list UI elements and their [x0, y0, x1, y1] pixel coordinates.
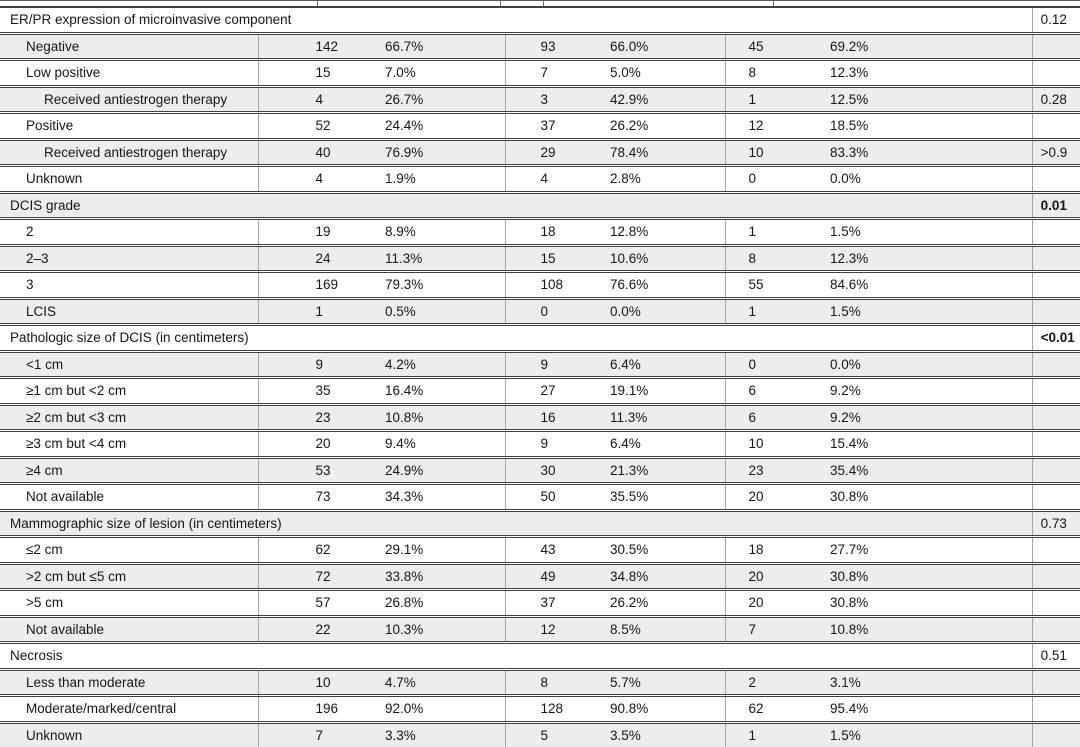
count-cell: 4: [258, 86, 375, 113]
percent-cell: 2.8%: [610, 171, 641, 187]
section-row: [0, 8, 1080, 33]
percent-cell: 24.4%: [385, 118, 424, 134]
percent-cell: 3.1%: [830, 674, 861, 690]
percent-cell: 0.5%: [385, 303, 416, 319]
pvalue-cell: [1032, 298, 1080, 325]
count-cell: 1: [725, 86, 820, 113]
percent-cell: 12.3%: [830, 250, 869, 266]
count-cell: 93: [505, 33, 600, 60]
percent-cell: 79.3%: [385, 277, 424, 293]
count-cell: 49: [505, 563, 600, 590]
section-label-cell: Mammographic size of lesion (in centimeters): [10, 515, 282, 531]
percent-cell: 10.8%: [830, 621, 869, 637]
pvalue-cell: [1032, 272, 1080, 299]
count-cell: 20: [258, 431, 375, 458]
row-label-cell: ≥1 cm but <2 cm: [26, 383, 127, 399]
pvalue-cell: [1032, 113, 1080, 140]
percent-cell: 11.3%: [610, 409, 648, 425]
count-cell: 57: [258, 590, 375, 617]
count-cell: 10: [725, 139, 820, 166]
percent-cell: 9.2%: [830, 409, 861, 425]
row-label-cell: Unknown: [26, 171, 83, 187]
pvalue-cell: [1032, 431, 1080, 458]
table-row: [0, 351, 1080, 378]
table-row: [0, 60, 1080, 87]
percent-cell: 5.7%: [610, 674, 641, 690]
percent-cell: 24.9%: [385, 462, 424, 478]
count-cell: 1: [725, 219, 820, 246]
count-cell: 0: [725, 351, 820, 378]
count-cell: 19: [258, 219, 375, 246]
count-cell: 22: [258, 616, 375, 643]
row-label-cell: Received antiestrogen therapy: [44, 144, 228, 160]
table-row: [0, 139, 1080, 166]
section-row: [0, 192, 1080, 219]
row-label-cell: Not available: [26, 621, 105, 637]
count-cell: 45: [725, 33, 820, 60]
pvalue-cell: [1032, 696, 1080, 723]
pvalue-cell: [1032, 457, 1080, 484]
pvalue-cell: [1032, 669, 1080, 696]
section-label-cell: Pathologic size of DCIS (in centimeters): [10, 330, 249, 346]
pvalue-cell: 0.73: [1032, 510, 1080, 537]
row-label-cell: >2 cm but ≤5 cm: [26, 568, 127, 584]
pvalue-cell: [1032, 60, 1080, 87]
pvalue-cell: [1032, 33, 1080, 60]
percent-cell: 95.4%: [830, 701, 869, 717]
count-cell: 7: [725, 616, 820, 643]
table-row: [0, 431, 1080, 458]
percent-cell: 34.3%: [385, 489, 424, 505]
percent-cell: 3.3%: [385, 727, 416, 743]
count-cell: 128: [505, 696, 600, 723]
pvalue-cell: [1032, 484, 1080, 511]
count-cell: 8: [505, 669, 600, 696]
column-divider-tick: [773, 1, 774, 6]
percent-cell: 4.7%: [385, 674, 416, 690]
count-cell: 18: [505, 219, 600, 246]
percent-cell: 9.2%: [830, 383, 861, 399]
percent-cell: 5.0%: [610, 65, 641, 81]
count-cell: 10: [725, 431, 820, 458]
count-cell: 40: [258, 139, 375, 166]
row-label-cell: LCIS: [26, 303, 57, 319]
percent-cell: 8.9%: [385, 224, 416, 240]
table-row: [0, 166, 1080, 193]
percent-cell: 66.7%: [385, 38, 424, 54]
row-label-cell: Not available: [26, 489, 105, 505]
percent-cell: 30.5%: [610, 542, 649, 558]
pvalue-cell: [1032, 404, 1080, 431]
percent-cell: 21.3%: [610, 462, 649, 478]
count-cell: 142: [258, 33, 375, 60]
row-label-cell: <1 cm: [26, 356, 64, 372]
percent-cell: 8.5%: [610, 621, 641, 637]
count-cell: 196: [258, 696, 375, 723]
count-cell: 20: [725, 590, 820, 617]
count-cell: 0: [725, 166, 820, 193]
percent-cell: 35.5%: [610, 489, 649, 505]
row-label-cell: Moderate/marked/central: [26, 701, 177, 717]
count-cell: 27: [505, 378, 600, 405]
percent-cell: 6.4%: [610, 356, 641, 372]
count-cell: 8: [725, 60, 820, 87]
count-cell: 43: [505, 537, 600, 564]
percent-cell: 18.5%: [830, 118, 869, 134]
percent-cell: 1.5%: [830, 224, 861, 240]
row-label-cell: ≤2 cm: [26, 542, 63, 558]
count-cell: 169: [258, 272, 375, 299]
table-row: [0, 563, 1080, 590]
count-cell: 8: [725, 245, 820, 272]
table-row: [0, 616, 1080, 643]
count-cell: 30: [505, 457, 600, 484]
pvalue-cell: >0.9: [1032, 139, 1080, 166]
table-row: [0, 33, 1080, 60]
table-row: [0, 219, 1080, 246]
count-cell: 4: [258, 166, 375, 193]
row-label-cell: ≥2 cm but <3 cm: [26, 409, 127, 425]
percent-cell: 27.7%: [830, 542, 869, 558]
pvalue-cell: [1032, 378, 1080, 405]
percent-cell: 66.0%: [610, 38, 649, 54]
section-label-cell: ER/PR expression of microinvasive component: [10, 12, 292, 28]
table-row: [0, 696, 1080, 723]
percent-cell: 9.4%: [385, 436, 416, 452]
percent-cell: 30.8%: [830, 595, 869, 611]
count-cell: 62: [258, 537, 375, 564]
percent-cell: 84.6%: [830, 277, 869, 293]
table-body: [0, 8, 1080, 747]
percent-cell: 29.1%: [385, 542, 424, 558]
count-cell: 23: [258, 404, 375, 431]
percent-cell: 92.0%: [385, 701, 424, 717]
pvalue-cell: [1032, 563, 1080, 590]
percent-cell: 33.8%: [385, 568, 424, 584]
percent-cell: 76.6%: [610, 277, 649, 293]
count-cell: 6: [725, 404, 820, 431]
percent-cell: 10.6%: [610, 250, 649, 266]
row-label-cell: Unknown: [26, 727, 83, 743]
section-row: [0, 510, 1080, 537]
count-cell: 108: [505, 272, 600, 299]
percent-cell: 0.0%: [610, 303, 641, 319]
pvalue-cell: 0.51: [1032, 643, 1080, 670]
pvalue-cell: 0.28: [1032, 86, 1080, 113]
section-row: [0, 325, 1080, 352]
percent-cell: 1.9%: [385, 171, 416, 187]
percent-cell: 76.9%: [385, 144, 424, 160]
count-cell: 73: [258, 484, 375, 511]
percent-cell: 10.3%: [385, 621, 424, 637]
column-divider-tick: [543, 1, 544, 6]
count-cell: 20: [725, 484, 820, 511]
row-label-cell: Received antiestrogen therapy: [44, 91, 228, 107]
table-row: [0, 669, 1080, 696]
percent-cell: 35.4%: [830, 462, 869, 478]
table-row: [0, 404, 1080, 431]
pvalue-cell: [1032, 590, 1080, 617]
pvalue-cell: 0.01: [1032, 192, 1080, 219]
percent-cell: 34.8%: [610, 568, 649, 584]
row-label-cell: Negative: [26, 38, 80, 54]
table-row: [0, 484, 1080, 511]
percent-cell: 1.5%: [830, 727, 861, 743]
count-cell: 9: [258, 351, 375, 378]
section-label-cell: DCIS grade: [10, 197, 81, 213]
table-row: [0, 457, 1080, 484]
count-cell: 1: [258, 298, 375, 325]
pvalue-cell: [1032, 245, 1080, 272]
percent-cell: 6.4%: [610, 436, 641, 452]
table-row: [0, 722, 1080, 747]
percent-cell: 4.2%: [385, 356, 416, 372]
percent-cell: 10.8%: [385, 409, 424, 425]
percent-cell: 12.3%: [830, 65, 869, 81]
table-row: [0, 272, 1080, 299]
count-cell: 20: [725, 563, 820, 590]
percent-cell: 26.2%: [610, 118, 649, 134]
pvalue-cell: 0.12: [1032, 8, 1080, 33]
pvalue-cell: [1032, 616, 1080, 643]
table-row: [0, 86, 1080, 113]
count-cell: 6: [725, 378, 820, 405]
count-cell: 50: [505, 484, 600, 511]
pvalue-cell: [1032, 537, 1080, 564]
percent-cell: 12.8%: [610, 224, 649, 240]
count-cell: 7: [258, 722, 375, 747]
count-cell: 55: [725, 272, 820, 299]
row-label-cell: 2–3: [26, 250, 49, 266]
count-cell: 4: [505, 166, 600, 193]
column-divider-tick: [317, 1, 318, 6]
count-cell: 12: [505, 616, 600, 643]
table-row: [0, 378, 1080, 405]
row-label-cell: 3: [26, 277, 34, 293]
pvalue-cell: [1032, 351, 1080, 378]
row-label-cell: >5 cm: [26, 595, 64, 611]
percent-cell: 78.4%: [610, 144, 649, 160]
percent-cell: 83.3%: [830, 144, 869, 160]
table-row: [0, 590, 1080, 617]
count-cell: 0: [505, 298, 600, 325]
percent-cell: 15.4%: [830, 436, 869, 452]
count-cell: 15: [258, 60, 375, 87]
column-divider-tick: [500, 1, 501, 6]
pvalue-cell: [1032, 219, 1080, 246]
percent-cell: 26.8%: [385, 595, 424, 611]
table-row: [0, 298, 1080, 325]
count-cell: 12: [725, 113, 820, 140]
count-cell: 15: [505, 245, 600, 272]
table-row: [0, 245, 1080, 272]
table-row: [0, 537, 1080, 564]
count-cell: 16: [505, 404, 600, 431]
count-cell: 10: [258, 669, 375, 696]
count-cell: 72: [258, 563, 375, 590]
count-cell: 62: [725, 696, 820, 723]
percent-cell: 69.2%: [830, 38, 869, 54]
table-top-edge-strip: [0, 0, 1080, 8]
count-cell: 1: [725, 298, 820, 325]
percent-cell: 0.0%: [830, 171, 861, 187]
percent-cell: 12.5%: [830, 91, 869, 107]
count-cell: 37: [505, 590, 600, 617]
percent-cell: 26.2%: [610, 595, 649, 611]
count-cell: 2: [725, 669, 820, 696]
percent-cell: 7.0%: [385, 65, 416, 81]
count-cell: 37: [505, 113, 600, 140]
row-label-cell: ≥4 cm: [26, 462, 63, 478]
count-cell: 1: [725, 722, 820, 747]
count-cell: 35: [258, 378, 375, 405]
percent-cell: 42.9%: [610, 91, 649, 107]
pvalue-cell: <0.01: [1032, 325, 1080, 352]
count-cell: 7: [505, 60, 600, 87]
row-label-cell: Low positive: [26, 65, 101, 81]
pvalue-cell: [1032, 166, 1080, 193]
percent-cell: 1.5%: [830, 303, 861, 319]
count-cell: 53: [258, 457, 375, 484]
clinicopathologic-table: [0, 8, 1080, 747]
row-label-cell: Less than moderate: [26, 674, 146, 690]
row-label-cell: ≥3 cm but <4 cm: [26, 436, 127, 452]
count-cell: 18: [725, 537, 820, 564]
percent-cell: 3.5%: [610, 727, 641, 743]
percent-cell: 90.8%: [610, 701, 649, 717]
count-cell: 9: [505, 431, 600, 458]
percent-cell: 30.8%: [830, 568, 869, 584]
percent-cell: 11.3%: [385, 250, 423, 266]
count-cell: 5: [505, 722, 600, 747]
percent-cell: 0.0%: [830, 356, 861, 372]
percent-cell: 26.7%: [385, 91, 424, 107]
count-cell: 24: [258, 245, 375, 272]
percent-cell: 19.1%: [610, 383, 649, 399]
row-label-cell: Positive: [26, 118, 74, 134]
count-cell: 52: [258, 113, 375, 140]
row-label-cell: 2: [26, 224, 34, 240]
section-row: [0, 643, 1080, 670]
percent-cell: 16.4%: [385, 383, 424, 399]
count-cell: 3: [505, 86, 600, 113]
section-label-cell: Necrosis: [10, 648, 63, 664]
count-cell: 9: [505, 351, 600, 378]
table-row: [0, 113, 1080, 140]
count-cell: 29: [505, 139, 600, 166]
pvalue-cell: [1032, 722, 1080, 747]
percent-cell: 30.8%: [830, 489, 869, 505]
count-cell: 23: [725, 457, 820, 484]
